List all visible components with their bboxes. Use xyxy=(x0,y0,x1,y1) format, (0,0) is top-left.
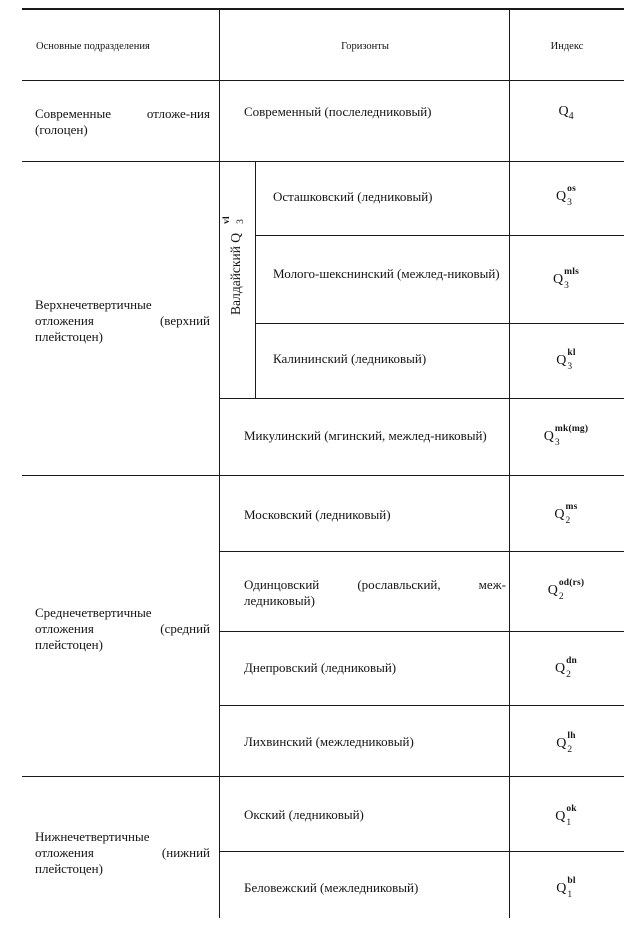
horizon-index xyxy=(510,184,622,208)
index-letter: Q xyxy=(556,881,567,897)
index-stack xyxy=(567,184,576,208)
horizon-name: Окский (ледниковый) xyxy=(244,807,364,822)
horizon-name: Днепровский (ледниковый) xyxy=(244,660,397,675)
row-divider xyxy=(219,631,624,632)
index-letter: Q xyxy=(554,507,565,523)
index-letter: Q xyxy=(547,583,558,599)
middle-bottom-rule xyxy=(22,776,624,777)
index-letter: Q xyxy=(554,661,566,677)
index-sub: 2 xyxy=(565,516,571,526)
header-col-horizons: Горизонты xyxy=(341,41,389,52)
index-letter: Q xyxy=(543,429,554,445)
index-sub: 2 xyxy=(566,670,571,680)
section-upper-pleistocene: Верхнечетвертичные отложения (верхний плейстоцен) xyxy=(35,297,210,344)
index-letter: Q xyxy=(556,189,567,205)
valdai-divider xyxy=(255,161,256,398)
horizon-name: Современный (послеледниковый) xyxy=(244,104,432,119)
header-col-index: Индекс xyxy=(550,41,584,52)
index-sup: od(rs) xyxy=(558,578,585,588)
index-stack xyxy=(554,424,589,448)
horizon-index xyxy=(510,876,622,900)
horizon-name: Беловежский (межледниковый) xyxy=(244,880,419,895)
index-stack xyxy=(566,804,577,828)
horizon-name: Московский (ледниковый) xyxy=(244,507,391,522)
horizon-name: Осташковский (ледниковый) xyxy=(273,189,433,204)
valdai-sub: 3 xyxy=(236,219,247,225)
index-sup: ms xyxy=(565,502,578,512)
horizon-index xyxy=(510,731,622,755)
horizon-index xyxy=(510,348,622,372)
index-stack xyxy=(567,348,576,372)
row-divider xyxy=(255,323,624,324)
header-bottom-rule xyxy=(22,80,624,81)
valdai-sup: vl xyxy=(222,216,233,225)
horizon-name: Калининский (ледниковый) xyxy=(273,351,427,366)
index-sub: 1 xyxy=(567,890,573,900)
section-lower-pleistocene: Нижнечетвертичные отложения (нижний плейстоцен) xyxy=(35,829,210,876)
index-sup: lh xyxy=(567,731,576,741)
index-sup: os xyxy=(567,184,576,194)
index-sup: mls xyxy=(564,267,579,277)
row-divider xyxy=(255,235,624,236)
horizon-index xyxy=(510,656,622,680)
holocene-bottom-rule xyxy=(22,161,624,162)
index-stack xyxy=(567,876,576,900)
index-sup: kl xyxy=(567,348,576,358)
index-stack xyxy=(558,578,585,602)
index-letter: Q xyxy=(558,104,569,119)
index-sup: mk(mg) xyxy=(554,424,589,434)
horizon-name: Микулинский (мгинский, межлед-никовый) xyxy=(244,428,487,443)
index-sub: 3 xyxy=(554,438,560,448)
index-letter: Q xyxy=(556,736,567,752)
index-stack xyxy=(566,656,578,680)
horizon-index xyxy=(510,804,622,828)
index-sub: 4 xyxy=(568,111,574,122)
row-divider xyxy=(219,851,624,852)
horizon-index xyxy=(510,424,622,448)
horizon-index xyxy=(510,267,622,291)
horizon-name: Одинцовский (рославльский, меж-ледниковый) xyxy=(244,577,506,608)
index-sup: bl xyxy=(567,876,576,886)
index-sub: 3 xyxy=(567,198,572,208)
horizon-name: Молого-шекснинский (межлед-никовый) xyxy=(273,266,500,281)
index-sub: 3 xyxy=(564,281,569,291)
index-stack xyxy=(564,267,579,291)
section-middle-pleistocene: Среднечетвертичные отложения (средний плейстоцен) xyxy=(35,605,210,652)
horizon-index xyxy=(510,578,622,602)
valdai-index xyxy=(222,216,247,225)
valdai-label xyxy=(221,170,251,355)
index-sub: 1 xyxy=(566,818,572,828)
row-divider xyxy=(219,551,624,552)
index-sup: ok xyxy=(566,804,577,814)
table-top-rule xyxy=(22,8,624,10)
row-divider xyxy=(219,705,624,706)
index-letter: Q xyxy=(553,272,564,288)
horizon-index xyxy=(510,104,622,121)
upper-bottom-rule xyxy=(22,475,624,476)
index-sup: dn xyxy=(566,656,578,666)
valdai-label-text: Валдайский Q xyxy=(228,232,243,315)
section-holocene: Современные отложе-ния (голоцен) xyxy=(35,106,210,137)
valdai-bottom-rule xyxy=(219,398,624,399)
index-letter: Q xyxy=(556,353,567,369)
column-divider xyxy=(509,8,510,918)
header-col-divisions: Основные подразделения xyxy=(36,41,150,52)
index-sub: 3 xyxy=(567,362,573,372)
column-divider xyxy=(219,8,220,918)
index-stack xyxy=(567,731,576,755)
index-stack xyxy=(565,502,578,526)
index-sub: 2 xyxy=(567,745,573,755)
index-sub: 2 xyxy=(558,592,564,602)
horizon-index xyxy=(510,502,622,526)
index-letter: Q xyxy=(555,809,566,825)
horizon-name: Лихвинский (межледниковый) xyxy=(244,734,414,749)
